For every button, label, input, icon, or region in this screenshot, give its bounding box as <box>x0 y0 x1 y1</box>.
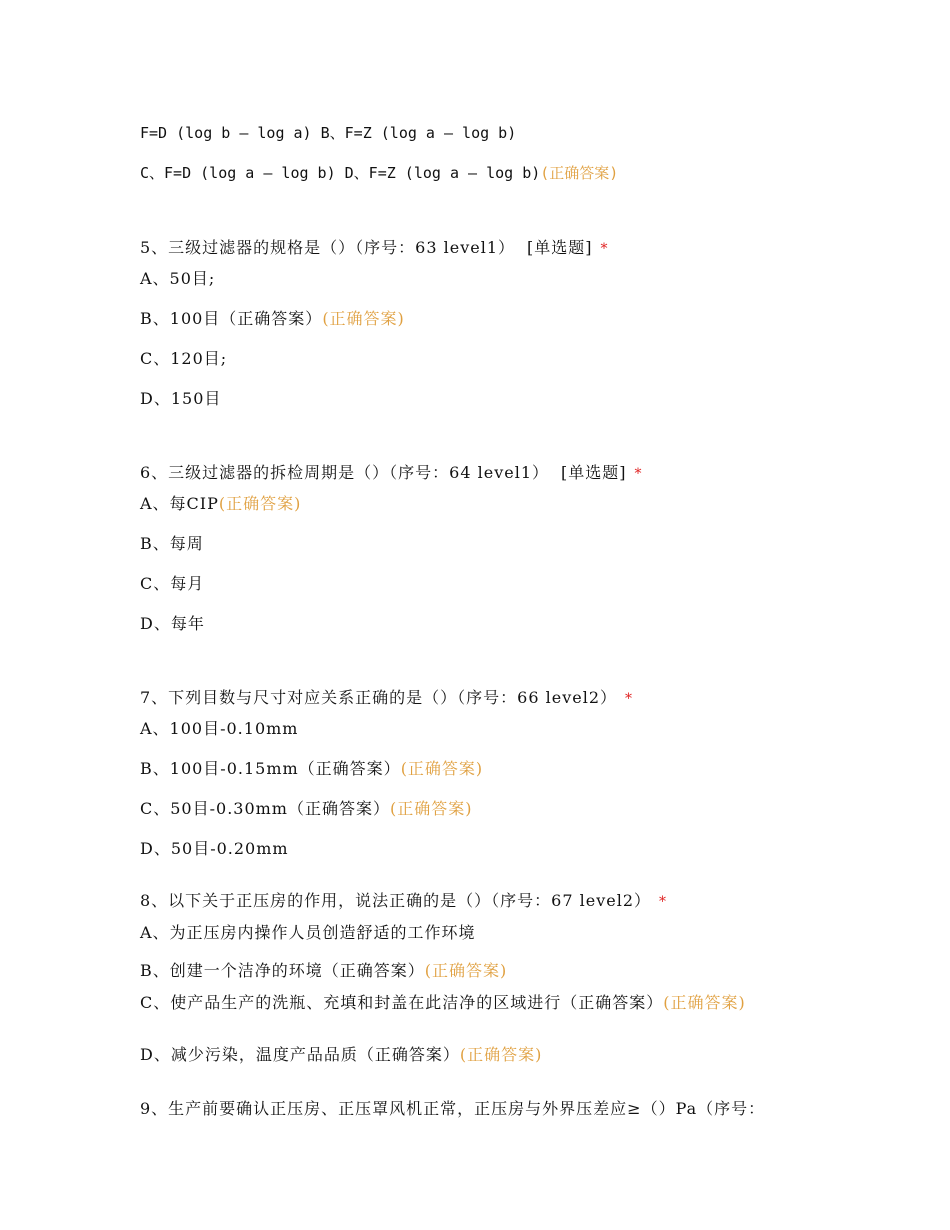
q6-option-a <box>140 493 301 515</box>
question-8 <box>140 890 667 913</box>
question-text: 7、下列目数与尺寸对应关系正确的是（）（序号：66 level2） <box>140 688 618 707</box>
q6-option-c <box>140 573 204 595</box>
option-text: A、100目-0.10mm <box>140 719 299 738</box>
q5-option-d <box>140 388 221 410</box>
question-7 <box>140 687 633 710</box>
q5-option-b <box>140 308 405 330</box>
option-text: D、150目 <box>140 389 222 408</box>
q5-option-c <box>140 348 227 370</box>
q8-option-b <box>140 960 507 982</box>
answer-tag: (正确答案) <box>389 799 473 818</box>
required-mark: * <box>634 466 643 482</box>
answer-tag: (正确答案) <box>459 1045 543 1064</box>
q5-option-a <box>140 268 215 290</box>
question-text: 6、三级过滤器的拆检周期是（）（序号：64 level1） <box>140 463 550 482</box>
q6-option-d <box>140 613 205 635</box>
answer-tag: (正确答案) <box>424 961 508 980</box>
option-text: B、创建一个洁净的环境（正确答案） <box>140 961 425 980</box>
required-mark: * <box>600 241 609 257</box>
answer-tag: (正确答案) <box>540 164 619 182</box>
option-text: A、50目; <box>140 269 216 288</box>
question-5 <box>140 237 609 260</box>
q7-option-a <box>140 718 298 740</box>
option-text: B、100目（正确答案） <box>140 309 323 328</box>
q8-option-a <box>140 922 476 944</box>
option-text: A、为正压房内操作人员创造舒适的工作环境 <box>140 923 476 942</box>
answer-tag: (正确答案) <box>400 759 484 778</box>
question-type: [单选题] <box>561 463 627 482</box>
option-text: D、每年 <box>140 614 205 633</box>
option-text: C、50目-0.30mm（正确答案） <box>140 799 390 818</box>
option-text: C、每月 <box>140 574 205 593</box>
q4-options-cd <box>140 162 618 184</box>
q7-option-b <box>140 758 483 780</box>
q4-line2: C、F=D (log a – log b) D、F=Z (log a – log b) <box>140 164 541 182</box>
option-text: C、120目; <box>140 349 228 368</box>
q4-options-ab <box>140 122 516 144</box>
option-text: B、100目-0.15mm（正确答案） <box>140 759 401 778</box>
required-mark: * <box>659 894 668 910</box>
answer-tag: (正确答案) <box>218 494 302 513</box>
required-mark: * <box>625 691 634 707</box>
answer-tag: (正确答案) <box>322 309 405 328</box>
question-text: 8、以下关于正压房的作用，说法正确的是（）（序号：67 level2） <box>140 891 652 910</box>
q8-option-c <box>140 992 800 1014</box>
question-9 <box>140 1098 765 1120</box>
q6-option-b <box>140 533 204 555</box>
option-text: A、每CIP <box>140 494 219 513</box>
question-text: 9、生产前要确认正压房、正压罩风机正常，正压房与外界压差应≥（）Pa（序号： <box>140 1099 766 1118</box>
question-6 <box>140 462 643 485</box>
option-text: D、50目-0.20mm <box>140 839 289 858</box>
option-text: B、每周 <box>140 534 204 553</box>
question-type: [单选题] <box>527 238 593 257</box>
option-text: C、使产品生产的洗瓶、充填和封盖在此洁净的区域进行（正确答案） <box>140 993 664 1012</box>
q7-option-d <box>140 838 289 860</box>
q8-option-d <box>140 1044 542 1066</box>
answer-tag: (正确答案) <box>663 993 746 1012</box>
option-text: D、减少污染，温度产品品质（正确答案） <box>140 1045 460 1064</box>
q4-line1: F=D (log b – log a) B、F=Z (log a – log b) <box>140 124 517 142</box>
q7-option-c <box>140 798 472 820</box>
question-text: 5、三级过滤器的规格是（）（序号：63 level1） <box>140 238 516 257</box>
